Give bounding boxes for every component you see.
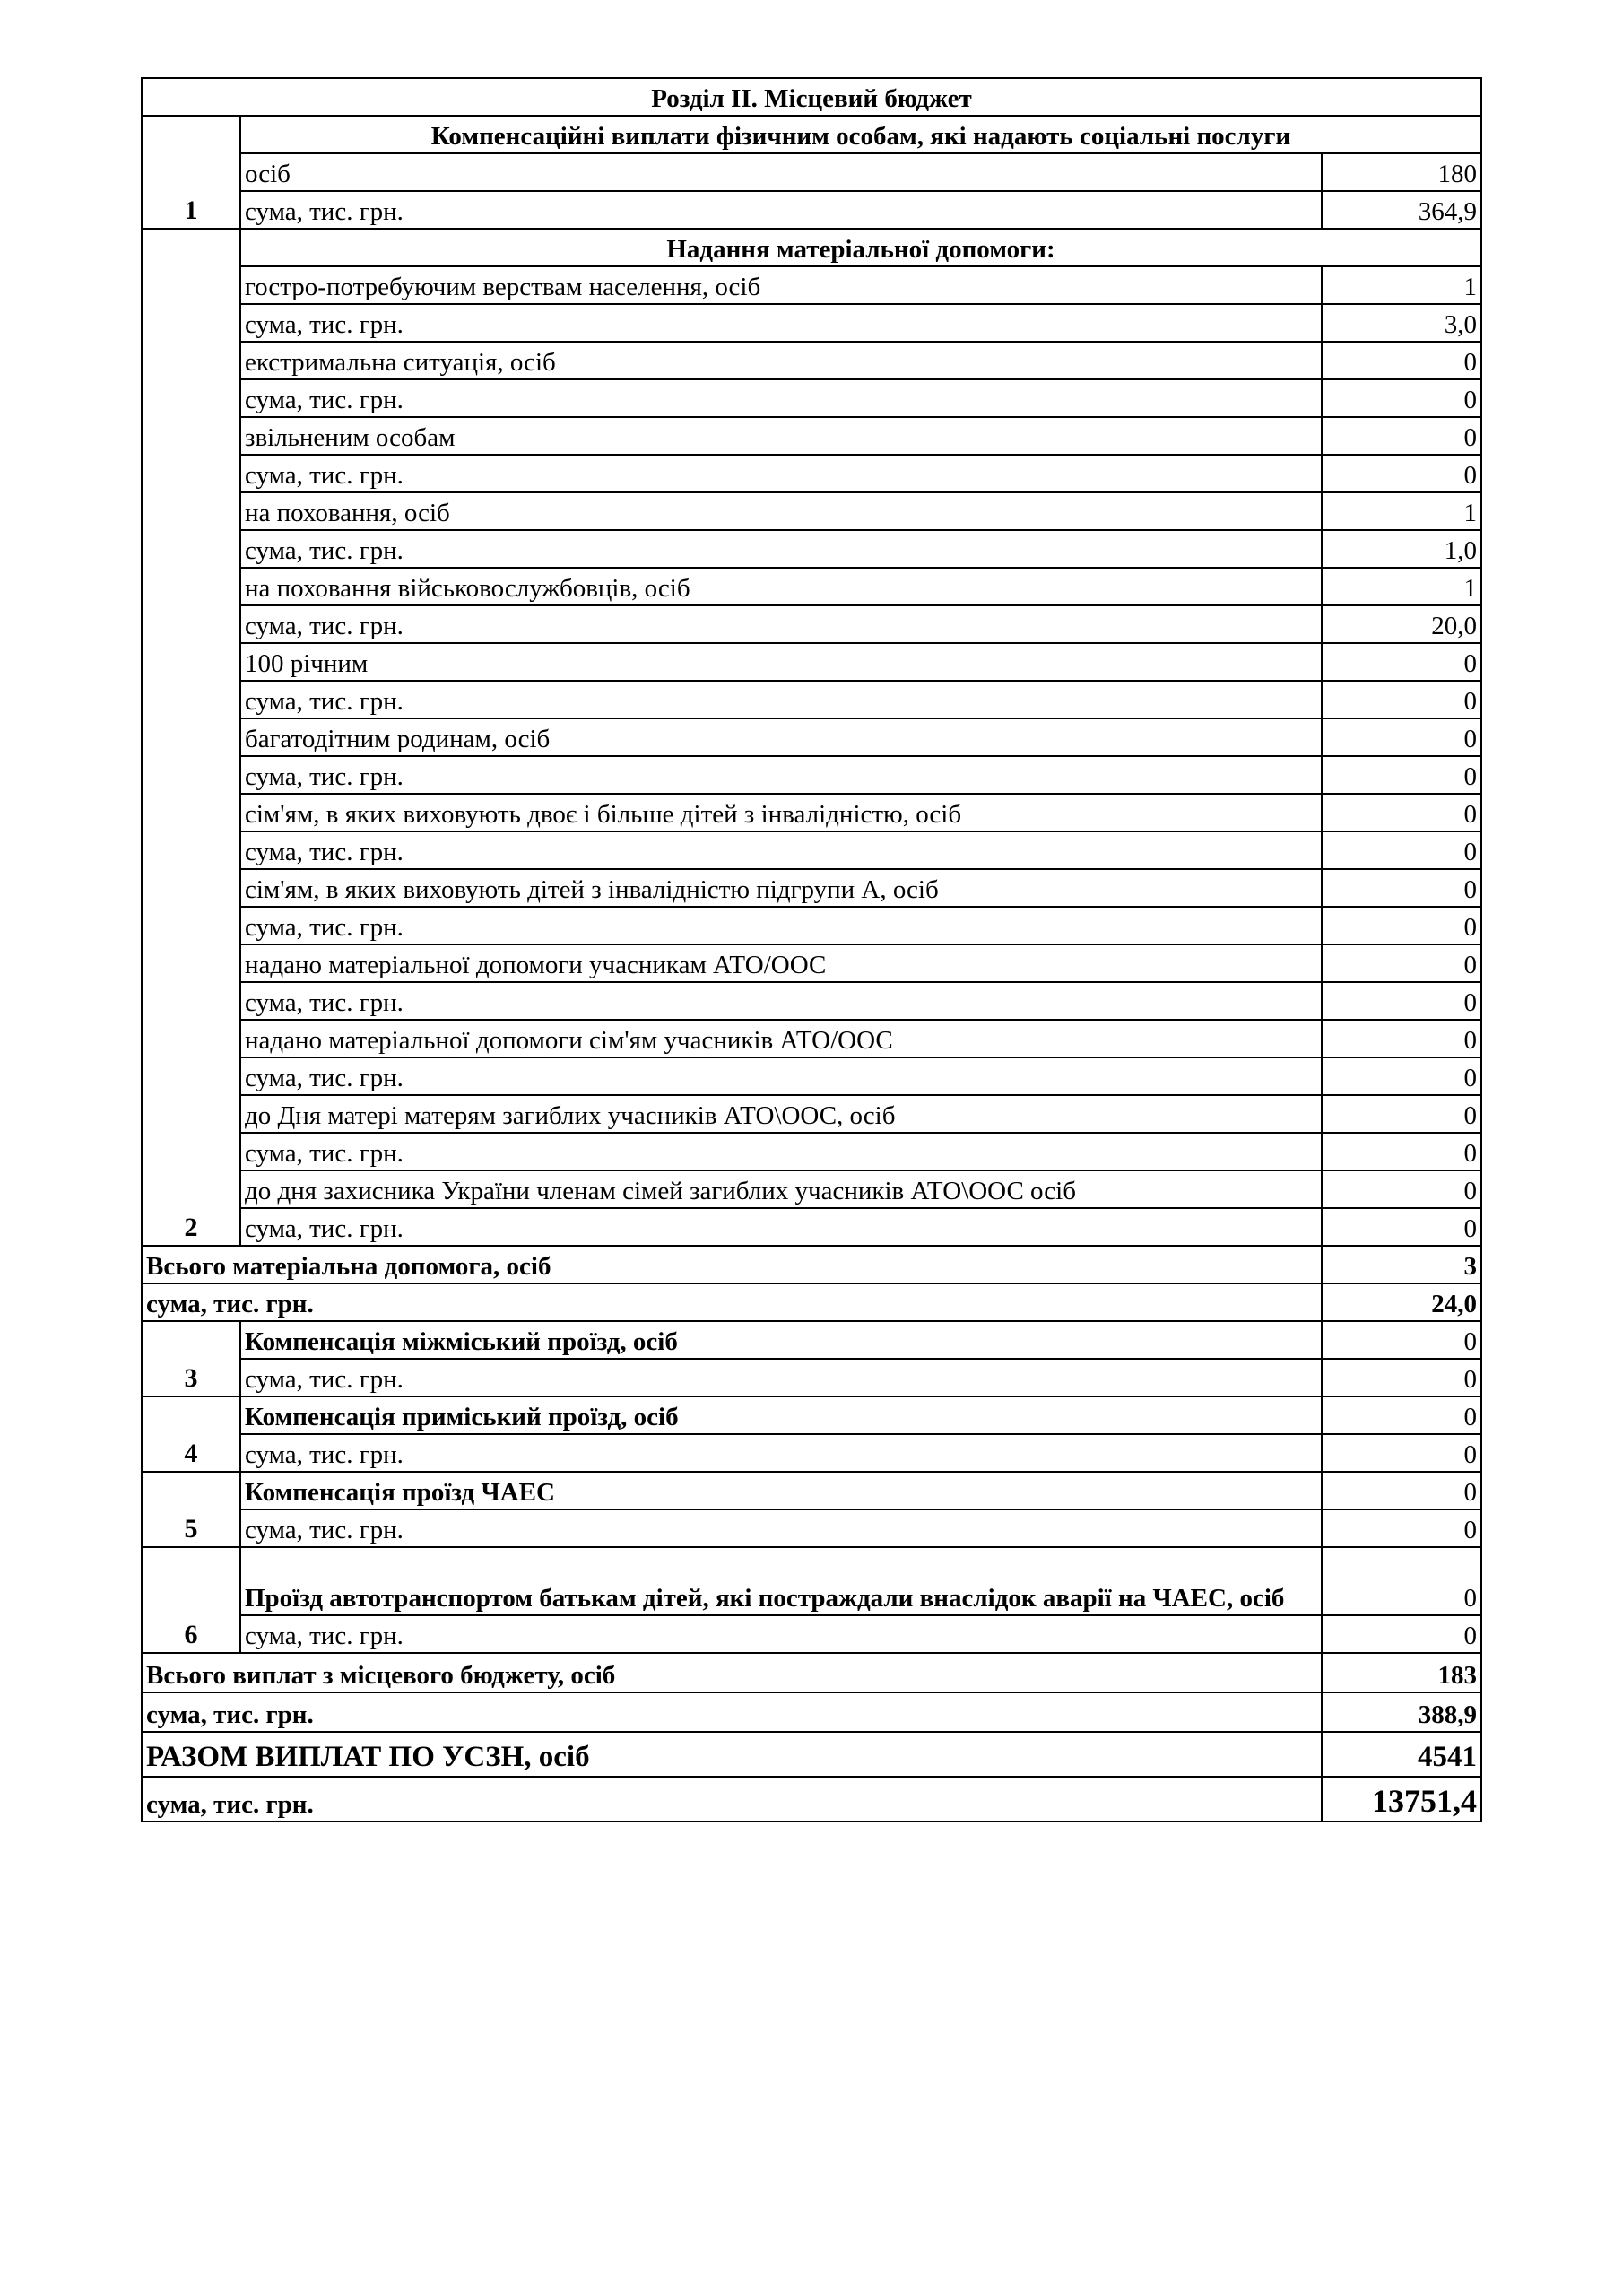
- row-value: 0: [1322, 756, 1481, 794]
- block5-sum-label: сума, тис. грн.: [240, 1509, 1322, 1547]
- row-value: 0: [1322, 907, 1481, 944]
- row-number-3: 3: [142, 1321, 240, 1396]
- row-label: 100 річним: [240, 643, 1322, 681]
- row-label: екстримальна ситуація, осіб: [240, 342, 1322, 379]
- row-value: 0: [1322, 681, 1481, 718]
- row-value: 20,0: [1322, 605, 1481, 643]
- material-total-persons-value: 3: [1322, 1246, 1481, 1283]
- block1-header: Компенсаційні виплати фізичним особам, які надають соціальні послуги: [240, 116, 1481, 153]
- block4-value: 0: [1322, 1396, 1481, 1434]
- local-total-persons-value: 183: [1322, 1653, 1481, 1692]
- local-budget-table: [141, 77, 1482, 1822]
- row-label: надано матеріальної допомоги сім'ям учасників АТО/ООС: [240, 1020, 1322, 1057]
- row-label: сума, тис. грн.: [240, 907, 1322, 944]
- row-number-4: 4: [142, 1396, 240, 1472]
- row-number-1: 1: [142, 116, 240, 229]
- grand-total-sum-value: 13751,4: [1322, 1777, 1481, 1822]
- row-value: 0: [1322, 379, 1481, 417]
- row-label: на поховання, осіб: [240, 492, 1322, 530]
- block5-value: 0: [1322, 1472, 1481, 1509]
- row-value: 0: [1322, 718, 1481, 756]
- row-label: на поховання військовослужбовців, осіб: [240, 568, 1322, 605]
- row-value: 0: [1322, 794, 1481, 831]
- row-value: 0: [1322, 417, 1481, 455]
- row-value: 1: [1322, 266, 1481, 304]
- block5-label: Компенсація проїзд ЧАЕС: [240, 1472, 1322, 1509]
- row-label: сума, тис. грн.: [240, 1057, 1322, 1095]
- material-total-sum-value: 24,0: [1322, 1283, 1481, 1321]
- row-number-6: 6: [142, 1547, 240, 1653]
- block4-sum-label: сума, тис. грн.: [240, 1434, 1322, 1472]
- block6-sum-label: сума, тис. грн.: [240, 1615, 1322, 1653]
- row-value: 364,9: [1322, 191, 1481, 229]
- block3-sum-label: сума, тис. грн.: [240, 1359, 1322, 1396]
- block3-label: Компенсація міжміський проїзд, осіб: [240, 1321, 1322, 1359]
- row-label: сума, тис. грн.: [240, 831, 1322, 869]
- row-label: сума, тис. грн.: [240, 379, 1322, 417]
- block3-value: 0: [1322, 1321, 1481, 1359]
- row-label: сума, тис. грн.: [240, 530, 1322, 568]
- row-label: звільненим особам: [240, 417, 1322, 455]
- local-total-sum-label: сума, тис. грн.: [142, 1692, 1322, 1732]
- grand-total-persons-label: РАЗОМ ВИПЛАТ ПО УСЗН, осіб: [142, 1732, 1322, 1777]
- row-value: 180: [1322, 153, 1481, 191]
- row-label: сума, тис. грн.: [240, 1208, 1322, 1246]
- material-total-persons-label: Всього матеріальна допомога, осіб: [142, 1246, 1322, 1283]
- row-value: 0: [1322, 982, 1481, 1020]
- row-label: сім'ям, в яких виховують дітей з інвалідністю підгрупи А, осіб: [240, 869, 1322, 907]
- local-total-persons-label: Всього виплат з місцевого бюджету, осіб: [142, 1653, 1322, 1692]
- row-value: 1,0: [1322, 530, 1481, 568]
- row-label: сума, тис. грн.: [240, 982, 1322, 1020]
- row-value: 0: [1322, 1170, 1481, 1208]
- block6-sum-value: 0: [1322, 1615, 1481, 1653]
- row-value: 0: [1322, 869, 1481, 907]
- block4-label: Компенсація приміський проїзд, осіб: [240, 1396, 1322, 1434]
- row-value: 0: [1322, 831, 1481, 869]
- row-label: сума, тис. грн.: [240, 756, 1322, 794]
- row-number-5: 5: [142, 1472, 240, 1547]
- row-label: сума, тис. грн.: [240, 1133, 1322, 1170]
- row-value: 0: [1322, 944, 1481, 982]
- local-total-sum-value: 388,9: [1322, 1692, 1481, 1732]
- block2-header: Надання матеріальної допомоги:: [240, 229, 1481, 266]
- row-value: 0: [1322, 1133, 1481, 1170]
- row-value: 0: [1322, 643, 1481, 681]
- row-value: 0: [1322, 1020, 1481, 1057]
- row-value: 1: [1322, 568, 1481, 605]
- row-label: сума, тис. грн.: [240, 304, 1322, 342]
- row-label: багатодітним родинам, осіб: [240, 718, 1322, 756]
- row-number-2: 2: [142, 229, 240, 1246]
- row-label: гостро-потребуючим верствам населення, осіб: [240, 266, 1322, 304]
- block4-sum-value: 0: [1322, 1434, 1481, 1472]
- block6-value: 0: [1322, 1547, 1481, 1615]
- row-label: осіб: [240, 153, 1322, 191]
- block6-label: Проїзд автотранспортом батькам дітей, які постраждали внаслідок аварії на ЧАЕС, осіб: [240, 1547, 1322, 1615]
- row-label: до дня захисника України членам сімей загиблих учасників АТО\ООС осіб: [240, 1170, 1322, 1208]
- row-value: 0: [1322, 1057, 1481, 1095]
- row-value: 3,0: [1322, 304, 1481, 342]
- row-label: сім'ям, в яких виховують двоє і більше дітей з інвалідністю, осіб: [240, 794, 1322, 831]
- grand-total-persons-value: 4541: [1322, 1732, 1481, 1777]
- material-total-sum-label: сума, тис. грн.: [142, 1283, 1322, 1321]
- row-value: 0: [1322, 1095, 1481, 1133]
- row-label: сума, тис. грн.: [240, 681, 1322, 718]
- row-value: 1: [1322, 492, 1481, 530]
- row-value: 0: [1322, 342, 1481, 379]
- block3-sum-value: 0: [1322, 1359, 1481, 1396]
- grand-total-sum-label: сума, тис. грн.: [142, 1777, 1322, 1822]
- row-label: сума, тис. грн.: [240, 605, 1322, 643]
- row-label: до Дня матері матерям загиблих учасників АТО\ООС, осіб: [240, 1095, 1322, 1133]
- row-label: сума, тис. грн.: [240, 191, 1322, 229]
- section-title: Розділ II. Місцевий бюджет: [142, 78, 1481, 116]
- row-value: 0: [1322, 455, 1481, 492]
- row-value: 0: [1322, 1208, 1481, 1246]
- row-label: сума, тис. грн.: [240, 455, 1322, 492]
- block5-sum-value: 0: [1322, 1509, 1481, 1547]
- row-label: надано матеріальної допомоги учасникам АТО/ООС: [240, 944, 1322, 982]
